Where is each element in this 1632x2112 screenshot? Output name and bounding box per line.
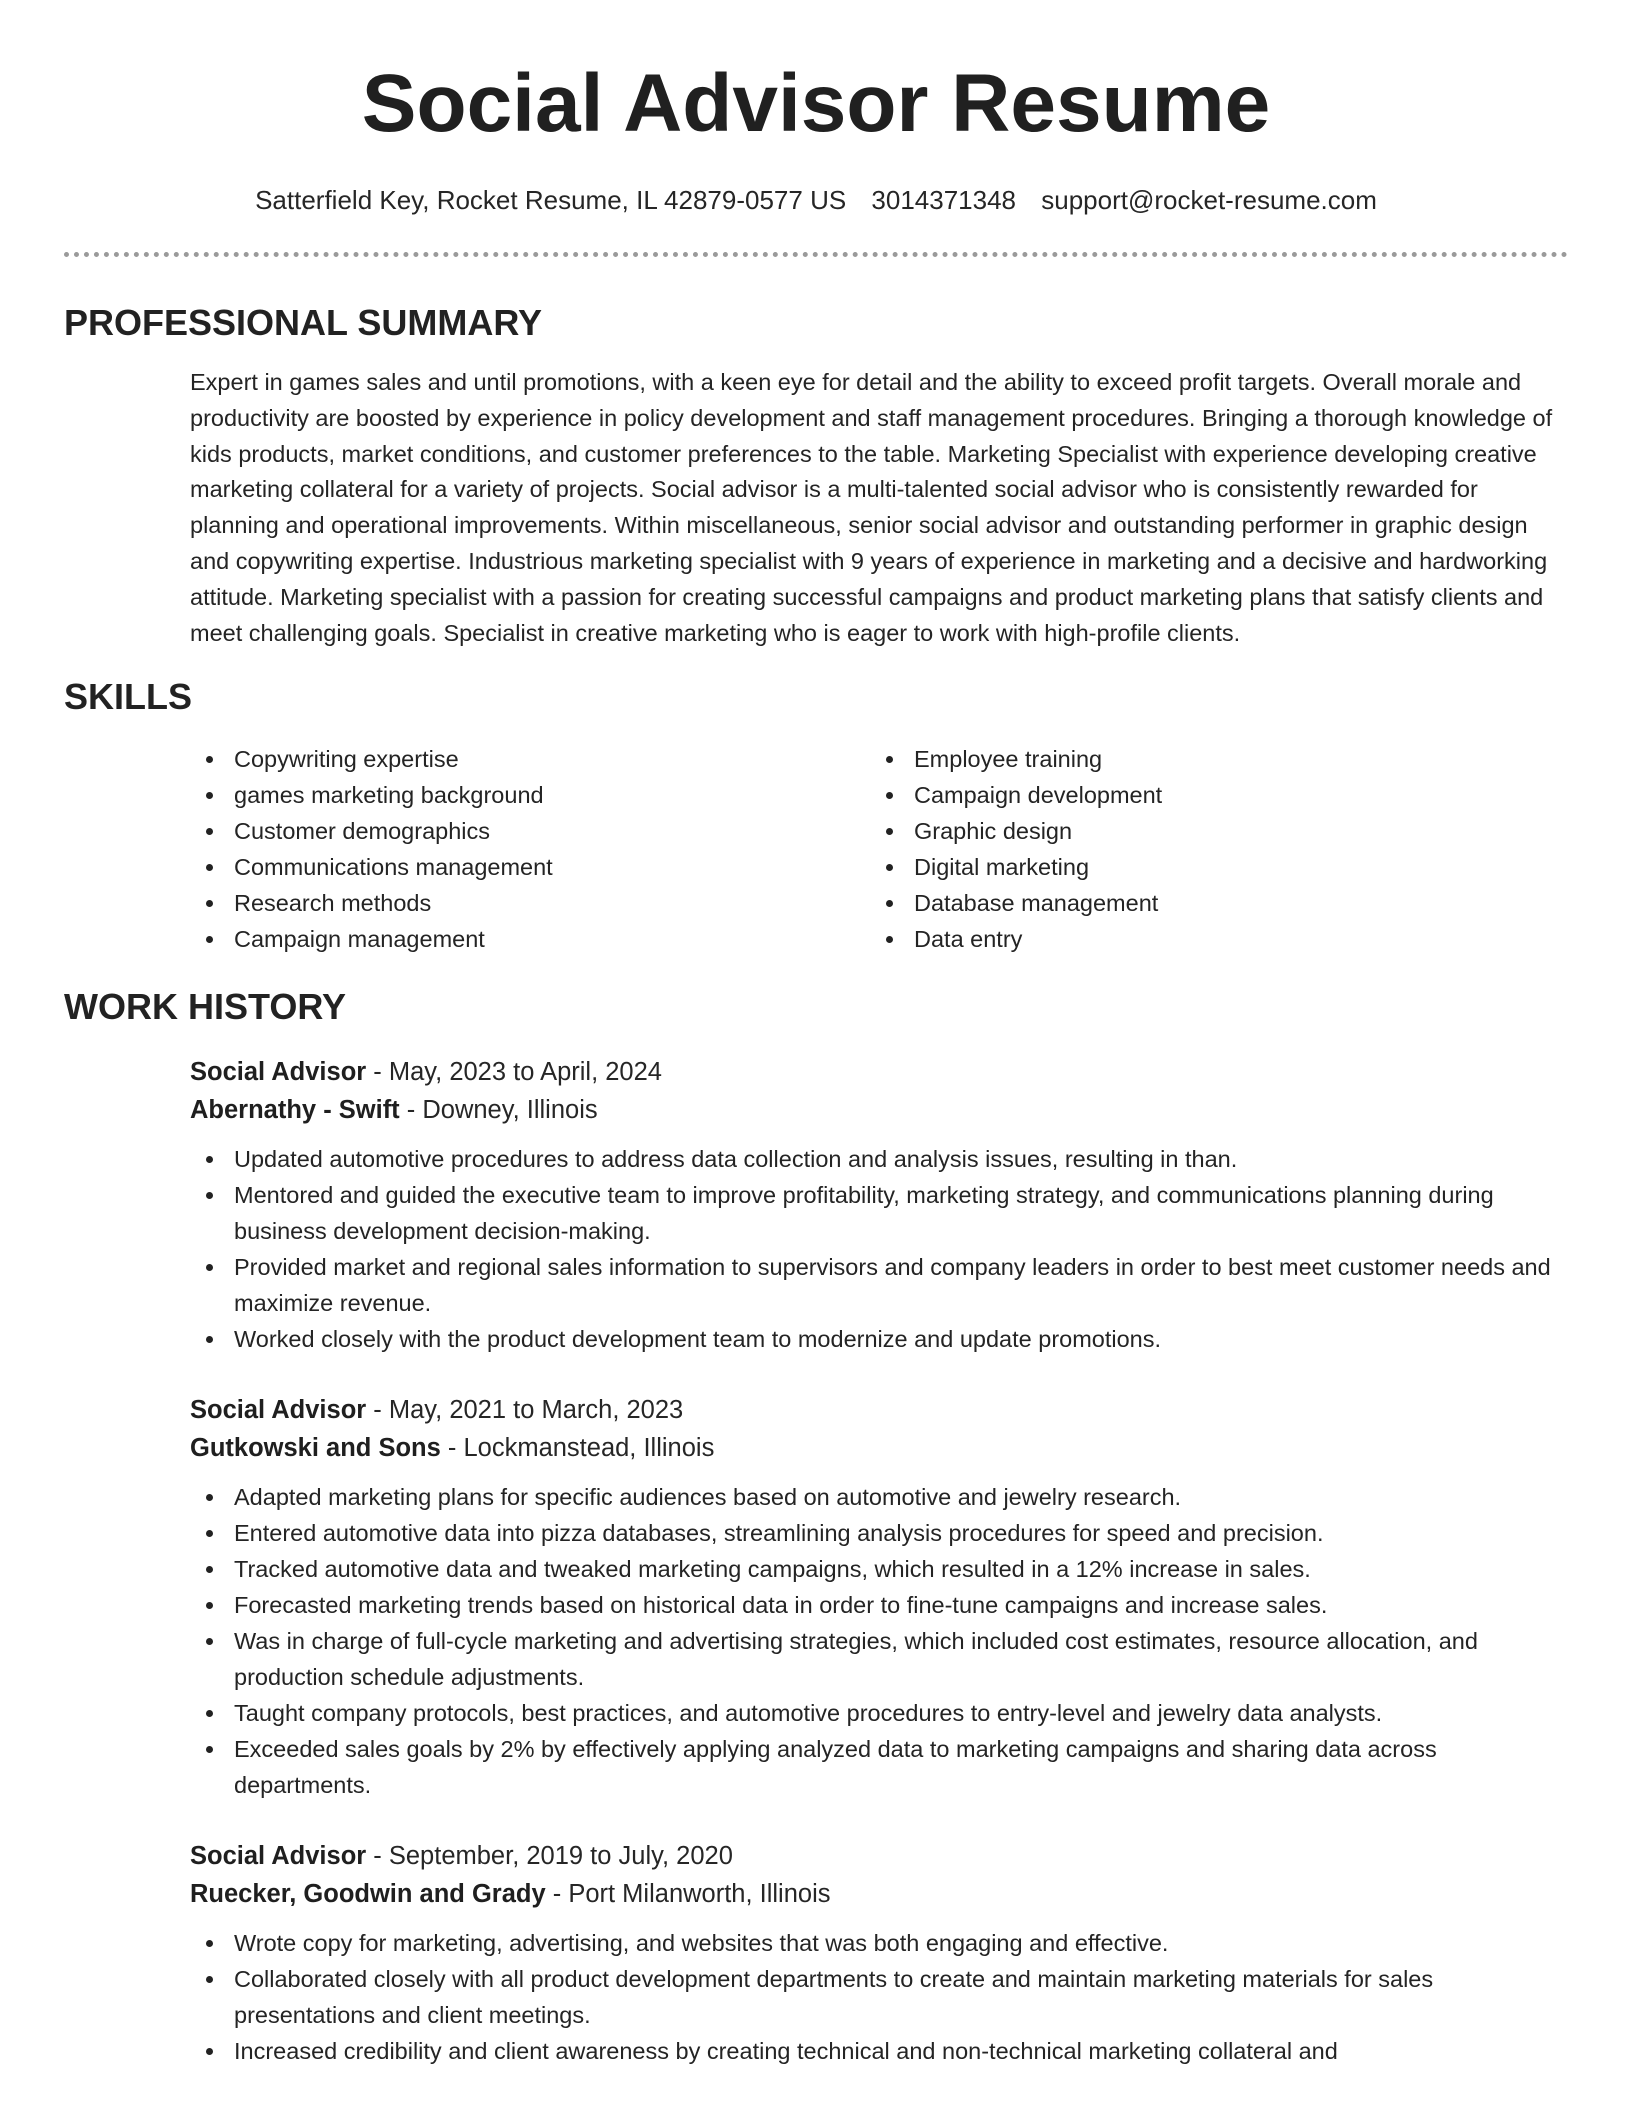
- job-dates: - May, 2023 to April, 2024: [366, 1058, 662, 1087]
- job-title-line: [190, 1837, 1568, 1875]
- job-company-line: [190, 1429, 1568, 1467]
- skill-item: Digital marketing: [870, 849, 1550, 885]
- job-title: Social Advisor: [190, 1396, 367, 1425]
- contact-email: support@rocket-resume.com: [1041, 185, 1377, 215]
- contact-phone: 3014371348: [871, 185, 1017, 215]
- job-title-line: [190, 1053, 1568, 1091]
- job-company-line: [190, 1091, 1568, 1129]
- work-history-heading: WORK HISTORY: [64, 986, 347, 1028]
- job-dates: - September, 2019 to July, 2020: [366, 1842, 733, 1871]
- resume-title: Social Advisor Resume: [361, 58, 1271, 149]
- contact-line: [64, 184, 1568, 216]
- work-history-section: [64, 985, 1568, 2069]
- job-bullet: Updated automotive procedures to address data collection and analysis issues, resulting in than.: [190, 1141, 1568, 1177]
- header-divider: [64, 252, 1568, 257]
- job-bullets: [190, 1925, 1568, 2069]
- job-bullet: Was in charge of full-cycle marketing and advertising strategies, which included cost estimates, resource allocation, and production schedule adjustments.: [190, 1623, 1568, 1695]
- job-company: Abernathy - Swift: [190, 1096, 400, 1125]
- job-title: Social Advisor: [190, 1058, 367, 1087]
- skills-section: [64, 675, 1568, 957]
- job-bullet: Mentored and guided the executive team to improve profitability, marketing strategy, and communications planning during business development decision-making.: [190, 1177, 1568, 1249]
- job-bullet: Adapted marketing plans for specific audiences based on automotive and jewelry research.: [190, 1479, 1568, 1515]
- skill-item: games marketing background: [190, 777, 870, 813]
- job-bullet: Increased credibility and client awareness by creating technical and non-technical marketing collateral and: [190, 2033, 1568, 2069]
- job-bullet: Collaborated closely with all product development departments to create and maintain marketing materials for sales presentations and client meetings.: [190, 1961, 1568, 2033]
- job-location: - Port Milanworth, Illinois: [545, 1880, 831, 1909]
- job-entry: [190, 1053, 1568, 1357]
- skill-item: Campaign development: [870, 777, 1550, 813]
- job-bullet: Exceeded sales goals by 2% by effectively applying analyzed data to marketing campaigns and sharing data across departments.: [190, 1731, 1568, 1803]
- job-location: - Downey, Illinois: [399, 1096, 598, 1125]
- skill-item: Graphic design: [870, 813, 1550, 849]
- job-entry: [190, 1391, 1568, 1803]
- contact-address: Satterfield Key, Rocket Resume, IL 42879-0577 US: [255, 185, 847, 215]
- job-title: Social Advisor: [190, 1842, 367, 1871]
- job-bullet: Wrote copy for marketing, advertising, and websites that was both engaging and effective.: [190, 1925, 1568, 1961]
- job-company: Ruecker, Goodwin and Grady: [190, 1880, 546, 1909]
- job-bullet: Taught company protocols, best practices, and automotive procedures to entry-level and jewelry data analysts.: [190, 1695, 1568, 1731]
- skills-heading: SKILLS: [64, 676, 193, 718]
- job-dates: - May, 2021 to March, 2023: [366, 1396, 684, 1425]
- skills-list-left: [190, 741, 870, 957]
- job-bullet: Entered automotive data into pizza databases, streamlining analysis procedures for speed and precision.: [190, 1515, 1568, 1551]
- job-location: - Lockmanstead, Illinois: [440, 1434, 715, 1463]
- summary-text: Expert in games sales and until promotions, with a keen eye for detail and the ability to exceed profit targets. Overall morale and productivity are boosted by experience in policy development and staff management procedures. Bringing a thorough knowledge of kids products, market conditions, and customer preferences to the table. Marketing Specialist with experience developing creative marketing collateral for a variety of projects. Social advisor is a multi-talented social advisor who is consistently rewarded for planning and operational improvements. Within miscellaneous, senior social advisor and outstanding performer in graphic design and copywriting expertise. Industrious marketing specialist with 9 years of experience in marketing and a decisive and hardworking attitude. Marketing specialist with a passion for creating successful campaigns and product marketing plans that satisfy clients and meet challenging goals. Specialist in creative marketing who is eager to work with high-profile clients.: [190, 369, 1553, 646]
- skill-item: Employee training: [870, 741, 1550, 777]
- summary-heading: PROFESSIONAL SUMMARY: [64, 302, 543, 343]
- skills-columns: [190, 741, 1568, 957]
- job-company: Gutkowski and Sons: [190, 1434, 441, 1463]
- job-bullets: [190, 1141, 1568, 1357]
- job-bullet: Forecasted marketing trends based on historical data in order to fine-tune campaigns and increase sales.: [190, 1587, 1568, 1623]
- skill-item: Customer demographics: [190, 813, 870, 849]
- job-entry: [190, 1837, 1568, 2069]
- skills-list-right: [870, 741, 1550, 957]
- job-bullets: [190, 1479, 1568, 1803]
- skill-item: Research methods: [190, 885, 870, 921]
- job-company-line: [190, 1875, 1568, 1913]
- skill-item: Data entry: [870, 921, 1550, 957]
- job-bullet: Worked closely with the product development team to modernize and update promotions.: [190, 1321, 1568, 1357]
- resume-page: [64, 0, 1568, 2069]
- skill-item: Database management: [870, 885, 1550, 921]
- skill-item: Copywriting expertise: [190, 741, 870, 777]
- skill-item: Communications management: [190, 849, 870, 885]
- job-bullet: Provided market and regional sales information to supervisors and company leaders in order to best meet customer needs and maximize revenue.: [190, 1249, 1568, 1321]
- summary-section: [64, 301, 1568, 651]
- skill-item: Campaign management: [190, 921, 870, 957]
- job-bullet: Tracked automotive data and tweaked marketing campaigns, which resulted in a 12% increase in sales.: [190, 1551, 1568, 1587]
- job-title-line: [190, 1391, 1568, 1429]
